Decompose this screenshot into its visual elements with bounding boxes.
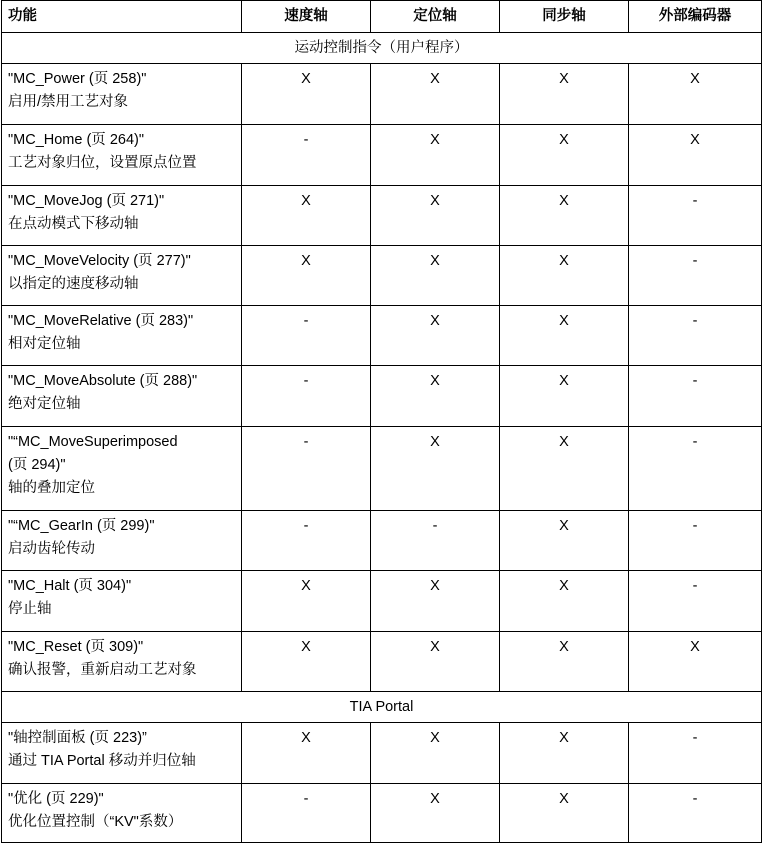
function-instruction: "MC_MoveRelative (页 283)": [8, 313, 194, 329]
support-mark-cell: X: [242, 64, 371, 125]
function-description: 工艺对象归位，设置原点位置: [8, 155, 197, 171]
function-instruction: "MC_Power (页 258)": [8, 71, 147, 87]
section-title: 运动控制指令（用户程序）: [2, 33, 762, 64]
support-mark-cell: X: [242, 186, 371, 246]
function-instruction: "MC_MoveJog (页 271)": [8, 193, 165, 209]
header-synchronous-axis: 同步轴: [500, 1, 629, 33]
support-mark-cell: -: [629, 427, 762, 511]
function-cell: [2, 571, 242, 632]
support-mark-cell: -: [371, 511, 500, 571]
table-row: [2, 632, 762, 692]
function-description: 启用/禁用工艺对象: [8, 94, 129, 110]
table-row: [2, 723, 762, 784]
section-row: [2, 33, 762, 64]
support-mark-cell: X: [500, 366, 629, 427]
function-cell: [2, 366, 242, 427]
function-instruction: "MC_Home (页 264)": [8, 132, 144, 148]
function-cell: [2, 784, 242, 843]
function-description: 确认报警，重新启动工艺对象: [8, 662, 197, 678]
support-mark-cell: X: [500, 571, 629, 632]
support-mark-cell: -: [242, 784, 371, 843]
function-cell: [2, 632, 242, 692]
support-mark-cell: -: [242, 125, 371, 186]
function-instruction: (页 294)": [8, 457, 66, 473]
support-mark-cell: X: [500, 723, 629, 784]
function-cell: [2, 723, 242, 784]
function-cell: [2, 125, 242, 186]
function-cell: [2, 427, 242, 511]
table-row: [2, 571, 762, 632]
table-row: [2, 246, 762, 306]
support-mark-cell: -: [629, 246, 762, 306]
support-mark-cell: X: [371, 366, 500, 427]
table-row: [2, 186, 762, 246]
support-mark-cell: X: [500, 125, 629, 186]
table-header-row: [2, 1, 762, 33]
motion-control-function-table: [1, 0, 762, 843]
support-mark-cell: X: [500, 64, 629, 125]
function-description: 在点动模式下移动轴: [8, 216, 139, 232]
support-mark-cell: -: [629, 306, 762, 366]
support-mark-cell: X: [500, 511, 629, 571]
function-cell: [2, 511, 242, 571]
support-mark-cell: X: [371, 186, 500, 246]
table-row: [2, 306, 762, 366]
support-mark-cell: -: [629, 366, 762, 427]
function-instruction: "轴控制面板 (页 223)”: [8, 730, 147, 746]
function-description: 轴的叠加定位: [8, 480, 95, 496]
function-description: 相对定位轴: [8, 336, 81, 352]
table-row: [2, 511, 762, 571]
support-mark-cell: X: [242, 246, 371, 306]
table-row: [2, 64, 762, 125]
support-mark-cell: X: [242, 632, 371, 692]
function-instruction: "“MC_MoveSuperimposed: [8, 434, 178, 450]
table-row: [2, 125, 762, 186]
support-mark-cell: X: [371, 784, 500, 843]
support-mark-cell: -: [242, 427, 371, 511]
support-mark-cell: X: [371, 632, 500, 692]
support-mark-cell: -: [629, 723, 762, 784]
section-title: TIA Portal: [2, 692, 762, 723]
support-mark-cell: X: [242, 571, 371, 632]
support-mark-cell: X: [500, 784, 629, 843]
support-mark-cell: X: [500, 306, 629, 366]
function-cell: [2, 306, 242, 366]
support-mark-cell: -: [242, 366, 371, 427]
function-instruction: "MC_MoveAbsolute (页 288)": [8, 373, 198, 389]
header-function: 功能: [2, 1, 242, 33]
support-mark-cell: -: [242, 511, 371, 571]
function-description: 绝对定位轴: [8, 396, 81, 412]
header-external-encoder: 外部编码器: [629, 1, 762, 33]
function-cell: [2, 246, 242, 306]
support-mark-cell: X: [371, 427, 500, 511]
support-mark-cell: -: [629, 784, 762, 843]
support-mark-cell: X: [371, 64, 500, 125]
function-description: 以指定的速度移动轴: [8, 276, 139, 292]
support-mark-cell: X: [371, 306, 500, 366]
function-instruction: "MC_Reset (页 309)": [8, 639, 144, 655]
table-row: [2, 784, 762, 843]
support-mark-cell: X: [371, 571, 500, 632]
section-row: [2, 692, 762, 723]
support-mark-cell: -: [629, 511, 762, 571]
function-instruction: "MC_MoveVelocity (页 277)": [8, 253, 191, 269]
function-cell: [2, 186, 242, 246]
support-mark-cell: -: [629, 571, 762, 632]
function-instruction: "MC_Halt (页 304)": [8, 578, 132, 594]
support-mark-cell: X: [500, 186, 629, 246]
function-instruction: "“MC_GearIn (页 299)": [8, 518, 155, 534]
table-row: [2, 427, 762, 511]
function-description: 通过 TIA Portal 移动并归位轴: [8, 753, 196, 769]
header-speed-axis: 速度轴: [242, 1, 371, 33]
support-mark-cell: -: [242, 306, 371, 366]
support-mark-cell: X: [500, 427, 629, 511]
support-mark-cell: X: [629, 64, 762, 125]
support-mark-cell: -: [629, 186, 762, 246]
support-mark-cell: X: [500, 632, 629, 692]
table-row: [2, 366, 762, 427]
support-mark-cell: X: [629, 125, 762, 186]
function-instruction: "优化 (页 229)": [8, 791, 104, 807]
support-mark-cell: X: [371, 125, 500, 186]
support-mark-cell: X: [242, 723, 371, 784]
function-description: 停止轴: [8, 601, 52, 617]
function-cell: [2, 64, 242, 125]
support-mark-cell: X: [500, 246, 629, 306]
function-description: 优化位置控制（“KV"系数）: [8, 814, 183, 830]
support-mark-cell: X: [371, 246, 500, 306]
support-mark-cell: X: [629, 632, 762, 692]
support-mark-cell: X: [371, 723, 500, 784]
function-description: 启动齿轮传动: [8, 541, 95, 557]
header-positioning-axis: 定位轴: [371, 1, 500, 33]
